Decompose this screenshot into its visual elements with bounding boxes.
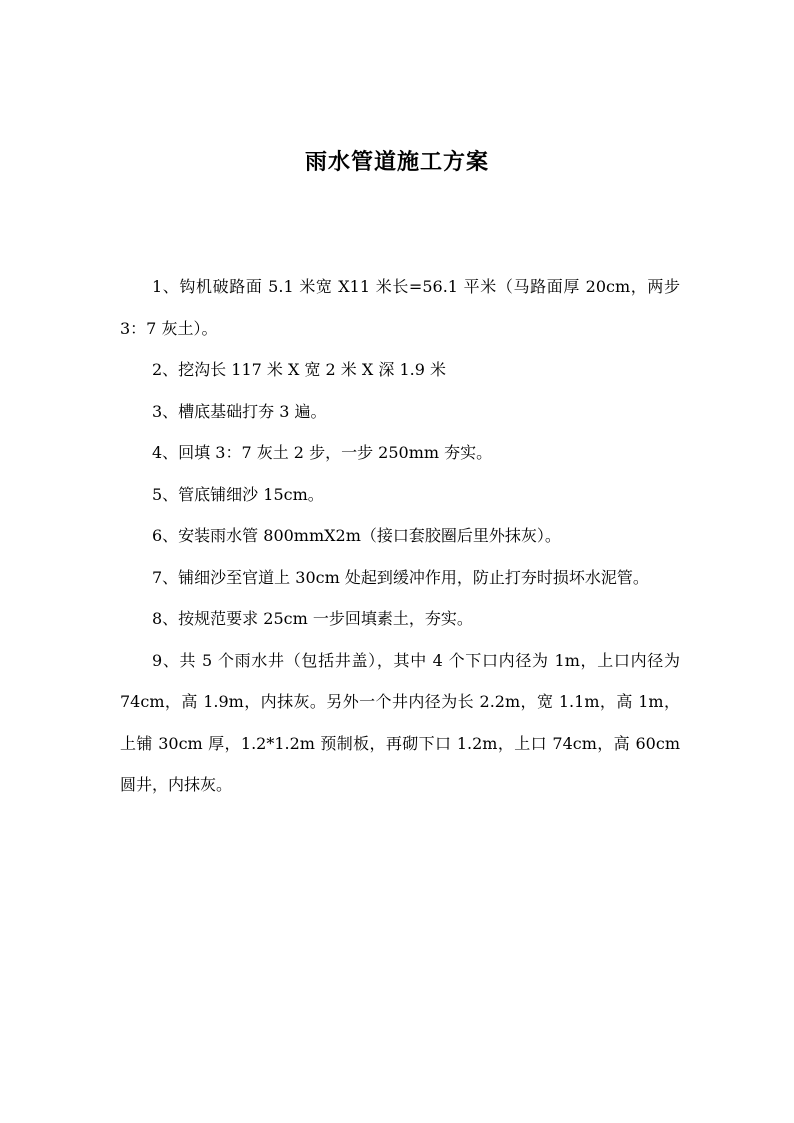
paragraph-4: 4、回填 3：7 灰土 2 步，一步 250mm 夯实。 (152, 443, 493, 462)
paragraph-2: 2、挖沟长 117 米 X 宽 2 米 X 深 1.9 米 (152, 360, 446, 379)
paragraph-9: 9、共 5 个雨水井（包括井盖），其中 4 个下口内径为 1m，上口内径为 74cm，高 1.9m，内抹灰。另外一个井内径为长 2.2m，宽 1.1m，高 1m，上铺 30cm 厚，1.2*1.2m 预制板，再砌下口 1.2m，上口 74cm，高 60cm 圆井，内抹灰。 (120, 650, 680, 794)
document-title: 雨水管道施工方案 (304, 149, 489, 175)
paragraph-6: 6、安装雨水管 800mmX2m（接口套胶圈后里外抹灰）。 (152, 526, 561, 545)
paragraph-3: 3、槽底基础打夯 3 遍。 (152, 401, 327, 421)
paragraph-7: 7、铺细沙至官道上 30cm 处起到缓冲作用，防止打夯时损坏水泥管。 (152, 567, 649, 587)
paragraph-5: 5、管底铺细沙 15cm。 (152, 484, 324, 504)
document-body (120, 266, 680, 806)
paragraph-1: 1、钩机破路面 5.1 米宽 X11 米长=56.1 平米（马路面厚 20cm，两步 3：7 灰土）。 (120, 277, 680, 338)
paragraph-8: 8、按规范要求 25cm 一步回填素土，夯实。 (152, 609, 473, 628)
